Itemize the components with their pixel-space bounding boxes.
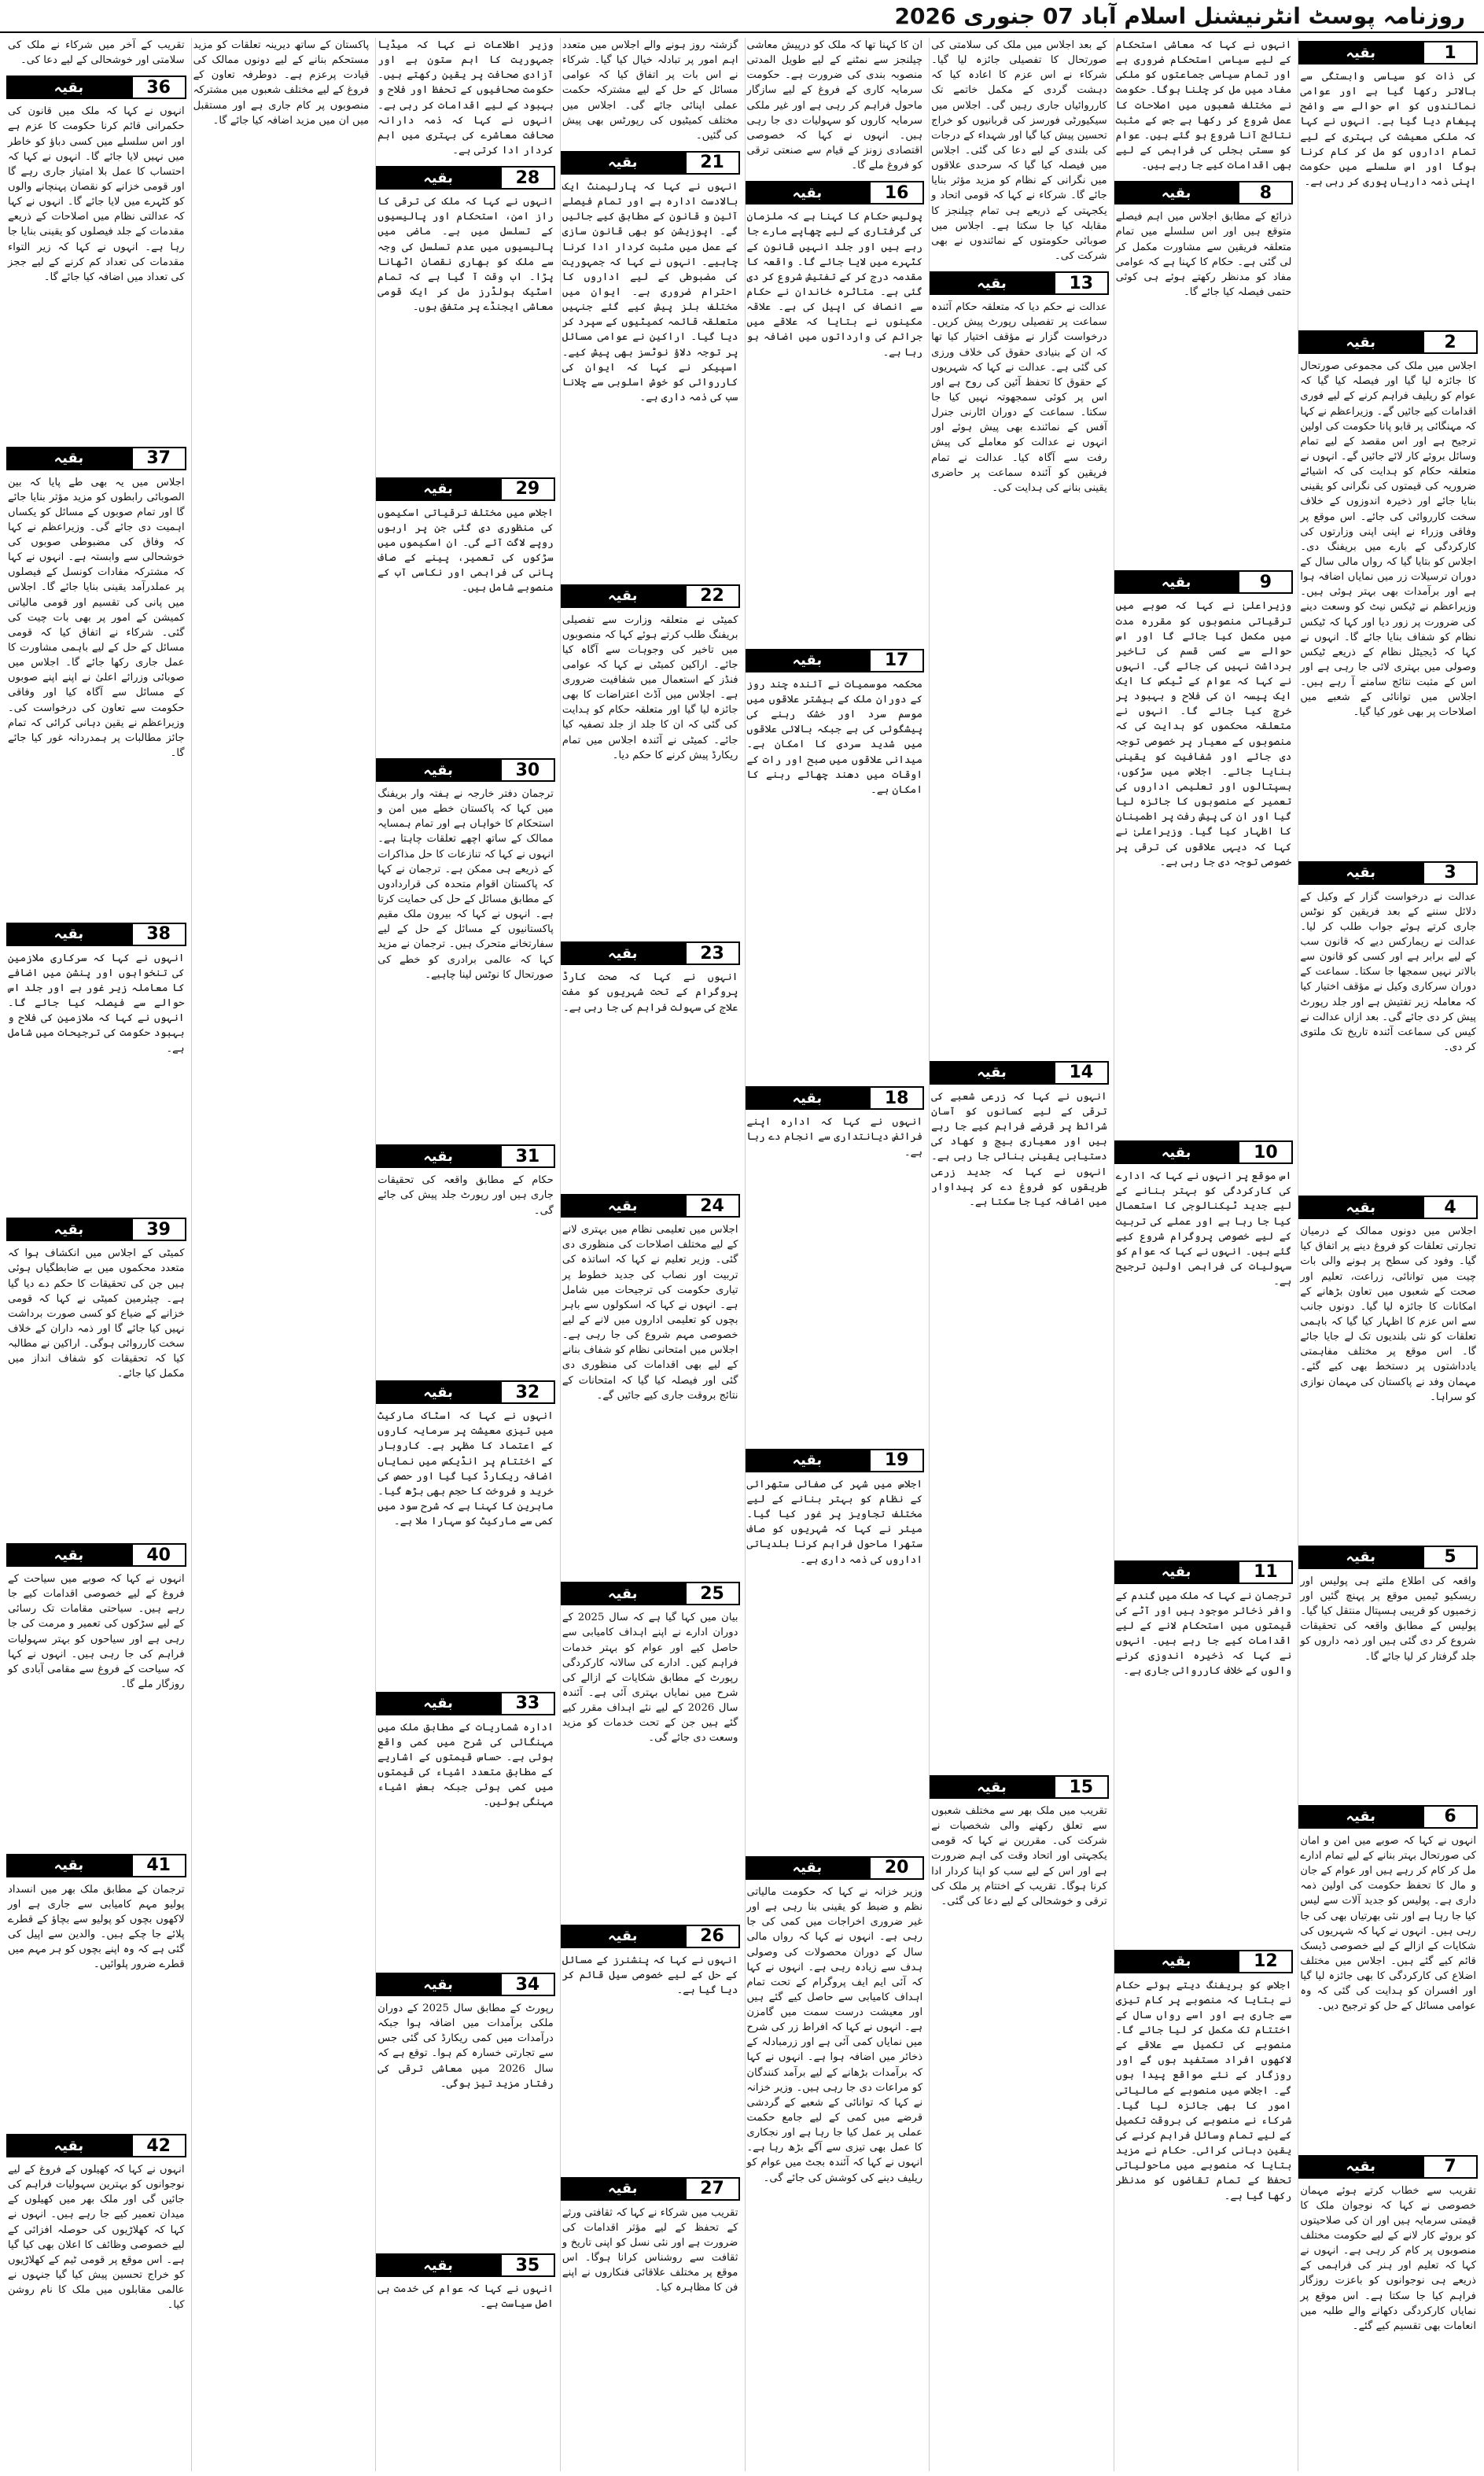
section-header xyxy=(1114,1560,1294,1584)
section-label: بقیہ xyxy=(561,1194,685,1218)
masthead xyxy=(0,0,1484,33)
section-header xyxy=(746,649,925,672)
section-body xyxy=(1298,1574,1478,1802)
article-text: بیان میں کہا گیا ہے کہ سال 2025 کے دوران ادارے نے اپنے اہداف کامیابی سے حاصل کیے اور عوام کو بہتر خدمات فراہم کیں۔ ادارے کی سالانہ کارکردگی رپورٹ کے مطابق شکایات کے ازالے کی شرح میں نمایاں بہتری آئی ہے۔ آئندہ سال 2026 کے لیے نئے اہداف مقرر کیے گئے ہیں جن کے تحت خدمات کو مزید وسعت دی جائے گی۔ xyxy=(562,1612,738,1745)
news-column xyxy=(6,38,186,2471)
section-label: بقیہ xyxy=(1298,1805,1423,1829)
article-text: کمیٹی کے اجلاس میں انکشاف ہوا کہ متعدد محکموں میں بے ضابطگیاں ہوئی ہیں جن کی تحقیقات کا حکم دے دیا گیا ہے۔ چیئرمین کمیٹی نے کہا کہ قومی خزانے کے ضیاع کو کسی صورت برداشت نہیں کیا جائے گا اور ذمہ داران کے خلاف سخت کارروائی ہوگی۔ اراکین نے مطالبہ کیا کہ تحقیقات کو شفاف انداز میں مکمل کیا جائے۔ xyxy=(8,1247,185,1380)
section-body xyxy=(376,1720,555,1969)
section-header xyxy=(561,151,740,175)
news-column xyxy=(1298,38,1478,2471)
section-label: بقیہ xyxy=(6,923,131,946)
article-text: ان کا کہنا تھا کہ ملک کو درپیش معاشی چیلنجز سے نمٹنے کے لیے طویل المدتی منصوبہ بندی کی ضرورت ہے۔ حکومت سرمایہ کاری کے فروغ کے لیے سازگار ماحول فراہم کر رہی ہے اور غیر ملکی سرمایہ کاروں کو سہولیات دی جا رہی ہیں۔ انہوں نے کہا کہ خصوصی اقتصادی زونز کے قیام سے صنعتی ترقی کو فروغ ملے گا۔ xyxy=(746,39,923,172)
section-header xyxy=(930,1775,1109,1799)
section-number: 20 xyxy=(869,1856,924,1880)
section-number: 26 xyxy=(685,1925,740,1948)
continuation-section xyxy=(746,1446,925,1853)
article-text: ذرائع کے مطابق اجلاس میں اہم فیصلے متوقع ہیں اور اس سلسلے میں تمام متعلقہ فریقین سے مشاورت مکمل کر لی گئی ہے۔ حکام کا کہنا ہے کہ عوامی مفاد کو مدنظر رکھتے ہوئے ہی کوئی حتمی فیصلہ کیا جائے گا۔ xyxy=(1115,211,1292,298)
section-label: بقیہ xyxy=(746,181,870,204)
continuation-section xyxy=(6,72,186,443)
section-number: 3 xyxy=(1423,861,1478,885)
section-body xyxy=(1114,209,1294,567)
section-label: بقیہ xyxy=(376,1380,500,1404)
section-header xyxy=(376,166,555,190)
continuation-section xyxy=(1298,1192,1478,1542)
section-header xyxy=(1298,1805,1478,1829)
continuation-section xyxy=(561,1579,740,1921)
section-body xyxy=(746,677,925,1083)
section-body xyxy=(6,104,186,443)
section-number: 11 xyxy=(1238,1560,1293,1584)
article-text: کے بعد اجلاس میں ملک کی سلامتی کی صورتحال کا تفصیلی جائزہ لیا گیا۔ شرکاء نے اس عزم کا اعادہ کیا کہ دہشت گردی کے مکمل خاتمے تک کارروائیاں جاری رہیں گی۔ اجلاس میں سیکیورٹی فورسز کی قربانیوں کو خراج تحسین پیش کیا گیا اور شہداء کے درجات کی بلندی کے لیے دعا کی گئی۔ اجلاس میں فیصلہ کیا گیا کہ سرحدی علاقوں میں نگرانی کے نظام کو مزید مؤثر بنایا جائے گا۔ شرکاء نے کہا کہ قومی اتحاد و یکجہتی کے ذریعے ہی تمام چیلنجز کا مقابلہ کیا جا سکتا ہے۔ اجلاس میں صوبائی حکومتوں کے نمائندوں نے بھی شرکت کی۔ xyxy=(931,39,1107,262)
section-label: بقیہ xyxy=(1298,2155,1423,2179)
continuation-section xyxy=(376,2250,555,2471)
section-number: 40 xyxy=(131,1543,186,1567)
section-body xyxy=(1114,1978,1294,2471)
section-header xyxy=(376,1144,555,1168)
section-body xyxy=(1114,1589,1294,1947)
article-text: کی ذات کو سیاسی وابستگی سے بالاتر رکھا گیا ہے اور عوامی نمائندوں کو اس حوالے سے واضح پیغام دیا گیا ہے۔ انہوں نے کہا کہ ملکی معیشت کی بہتری کے لیے تمام اداروں کو مل کر کام کرنا ہوگا اور اس سلسلے میں حکومت اپنی ذمہ داریاں پوری کر رہی ہے۔ xyxy=(1300,71,1476,188)
section-header xyxy=(1298,2155,1478,2179)
article-text: ترجمان نے کہا کہ ملک میں گندم کے وافر ذخائر موجود ہیں اور آٹے کی قیمتوں میں استحکام لانے کے لیے اقدامات کیے جا رہے ہیں۔ انہوں نے کہا کہ ذخیرہ اندوزی کرنے والوں کے خلاف کارروائی جاری ہے۔ xyxy=(1115,1590,1292,1678)
continuation-section xyxy=(561,1921,740,2174)
section-label: بقیہ xyxy=(376,477,500,501)
continuation-section xyxy=(561,1191,740,1579)
section-number: 30 xyxy=(500,758,555,782)
continuation-section xyxy=(1298,1802,1478,2152)
section-body xyxy=(930,300,1109,1058)
section-number: 32 xyxy=(500,1380,555,1404)
section-number: 4 xyxy=(1423,1196,1478,1219)
section-label: بقیہ xyxy=(6,447,131,470)
section-number: 39 xyxy=(131,1218,186,1241)
news-column xyxy=(929,38,1109,2471)
section-header xyxy=(1298,41,1478,64)
section-label: بقیہ xyxy=(1298,41,1423,64)
continuation-section xyxy=(1298,2152,1478,2471)
section-header xyxy=(1114,570,1294,594)
continuation-section xyxy=(1298,38,1478,327)
section-number: 35 xyxy=(500,2253,555,2277)
continuation-section xyxy=(1298,327,1478,857)
section-number: 1 xyxy=(1423,41,1478,64)
section-number: 16 xyxy=(869,181,924,204)
section-header xyxy=(561,2177,740,2201)
continuation-section xyxy=(930,268,1109,1058)
article-text: اجلاس میں شہر کی صفائی ستھرائی کے نظام کو بہتر بنانے کے لیے مختلف تجاویز پر غور کیا گیا۔ میئر نے کہا کہ شہریوں کو صاف ستھرا ماحول فراہم کرنا بلدیاتی اداروں کی ذمہ داری ہے۔ xyxy=(746,1478,923,1566)
section-header xyxy=(746,181,925,204)
article-text: انہوں نے کہا کہ ملک کی ترقی کا راز امن، استحکام اور پالیسیوں کے تسلسل میں ہے۔ ماضی میں پالیسیوں میں عدم تسلسل کی وجہ سے ملک کو بھاری نقصان اٹھانا پڑا۔ اب وقت آ گیا ہے کہ تمام اسٹیک ہولڈرز مل کر ایک قومی معاشی ایجنڈے پر متفق ہوں۔ xyxy=(377,196,554,314)
section-body xyxy=(746,1885,925,2471)
section-label: بقیہ xyxy=(746,1856,870,1880)
article-text: عدالت نے حکم دیا کہ متعلقہ حکام آئندہ سماعت پر تفصیلی رپورٹ پیش کریں۔ درخواست گزار نے مؤقف اختیار کیا تھا کہ ان کے بنیادی حقوق کی خلاف ورزی کی گئی ہے۔ عدالت نے کہا کہ شہریوں کے حقوق کا تحفظ آئین کی روح ہے اور اس پر کوئی سمجھوتہ نہیں کیا جا سکتا۔ سماعت کے دوران اٹارنی جنرل آفس کے نمائندے بھی پیش ہوئے اور انہوں نے عدالت کو معاملے کی پیش رفت سے آگاہ کیا۔ عدالت نے تمام فریقین کو آئندہ سماعت پر حاضری یقینی بنانے کی ہدایت کی۔ xyxy=(931,301,1107,494)
section-label: بقیہ xyxy=(376,1692,500,1715)
section-number: 12 xyxy=(1238,1950,1293,1973)
section-number: 33 xyxy=(500,1692,555,1715)
section-body xyxy=(1114,1169,1294,1557)
article-text: انہوں نے کہا کہ زرعی شعبے کی ترقی کے لیے کسانوں کو آسان شرائط پر قرضے فراہم کیے جا رہے ہیں اور معیاری بیج و کھاد کی دستیابی یقینی بنائی جا رہی ہے۔ انہوں نے کہا کہ جدید زرعی طریقوں کو فروغ دے کر پیداوار میں اضافہ کیا جا سکتا ہے۔ xyxy=(931,1090,1107,1208)
section-label: بقیہ xyxy=(1298,1546,1423,1569)
section-body xyxy=(561,1953,740,2174)
section-number: 41 xyxy=(131,1854,186,1877)
section-number: 10 xyxy=(1238,1140,1293,1164)
continuation-section xyxy=(6,1214,186,1540)
section-label: بقیہ xyxy=(6,2134,131,2157)
section-header xyxy=(376,1380,555,1404)
section-number: 8 xyxy=(1238,181,1293,204)
section-body xyxy=(746,209,925,646)
section-number: 24 xyxy=(685,1194,740,1218)
section-number: 21 xyxy=(685,151,740,175)
section-body xyxy=(6,951,186,1215)
continuation-section xyxy=(376,163,555,474)
continuation-section xyxy=(6,2131,186,2471)
section-header xyxy=(1114,1950,1294,1973)
section-number: 19 xyxy=(869,1449,924,1472)
column-continued-text xyxy=(561,38,740,148)
section-header xyxy=(376,758,555,782)
section-body xyxy=(930,1089,1109,1772)
section-number: 14 xyxy=(1054,1061,1109,1085)
continuation-section xyxy=(561,938,740,1191)
section-body xyxy=(1114,599,1294,1137)
section-number: 28 xyxy=(500,166,555,190)
article-text: تقریب سے خطاب کرتے ہوئے مہمان خصوصی نے کہا کہ نوجوان ملک کا قیمتی سرمایہ ہیں اور ان کی صلاحیتوں کو بروئے کار لانے کے لیے حکومت مختلف منصوبوں پر کام کر رہی ہے۔ انہوں نے کہا کہ تعلیم اور ہنر کی فراہمی کے ذریعے ہی نوجوانوں کو باعزت روزگار فراہم کیا جا سکتا ہے۔ اس موقع پر نمایاں کارکردگی دکھانے والے طلبہ میں انعامات بھی تقسیم کیے گئے۔ xyxy=(1300,2184,1476,2332)
section-body xyxy=(376,2282,555,2471)
article-text: اجلاس میں ملک کی مجموعی صورتحال کا جائزہ لیا گیا اور فیصلہ کیا گیا کہ عوام کو ریلیف فراہم کرنے کے لیے فوری اقدامات کیے جائیں گے۔ وزیراعظم نے کہا کہ مہنگائی پر قابو پانا حکومت کی اولین ترجیح ہے اور اس مقصد کے لیے تمام وسائل بروئے کار لائے جائیں گے۔ انہوں نے متعلقہ حکام کو ہدایت کی کہ اشیائے ضروریہ کی قیمتوں کی نگرانی کو یقینی بنایا جائے اور ذخیرہ اندوزوں کے خلاف سخت کارروائی کی جائے۔ اس موقع پر وفاقی وزراء نے اپنی اپنی وزارتوں کی کارکردگی کے بارے میں بریفنگ دی۔ اجلاس کو بتایا گیا کہ رواں مالی سال کے دوران ترسیلات زر میں نمایاں اضافہ ہوا ہے اور برآمدات بھی بہتر ہوئی ہیں۔ وزیراعظم نے ٹیکس نیٹ کو وسعت دینے کی ضرورت پر زور دیا اور کہا کہ ٹیکس نظام کو شفاف بنایا جائے گا۔ انہوں نے کہا کہ ڈیجیٹل نظام کے ذریعے ٹیکس وصولی میں بہتری لائی جا رہی ہے اور اس کے مثبت نتائج سامنے آ رہے ہیں۔ اجلاس میں توانائی کے شعبے میں اصلاحات پر بھی غور کیا گیا۔ xyxy=(1300,360,1476,719)
section-header xyxy=(1114,1140,1294,1164)
section-number: 17 xyxy=(869,649,924,672)
section-label: بقیہ xyxy=(561,1925,685,1948)
article-text: اجلاس میں مختلف ترقیاتی اسکیموں کی منظوری دی گئی جن پر اربوں روپے لاگت آئے گی۔ ان اسکیموں میں سڑکوں کی تعمیر، پینے کے صاف پانی کی فراہمی اور نکاسی آب کے منصوبے شامل ہیں۔ xyxy=(377,507,554,595)
article-text: ادارہ شماریات کے مطابق ملک میں مہنگائی کی شرح میں کمی واقع ہوئی ہے۔ حساس قیمتوں کے اشاریے کے مطابق متعدد اشیاء کی قیمتوں میں کمی ہوئی جبکہ بعض اشیاء مہنگی ہوئیں۔ xyxy=(377,1721,554,1809)
article-text: انہوں نے کہا کہ کھیلوں کے فروغ کے لیے نوجوانوں کو بہترین سہولیات فراہم کی جائیں گی اور ملک بھر میں کھیلوں کے میدان تعمیر کیے جا رہے ہیں۔ انہوں نے کہا کہ کھلاڑیوں کی حوصلہ افزائی کے لیے خصوصی وظائف کا اعلان بھی کیا گیا ہے۔ اس موقع پر قومی ٹیم کے کھلاڑیوں کو خراج تحسین پیش کیا گیا جنہوں نے عالمی مقابلوں میں ملک کا نام روشن کیا۔ xyxy=(8,2164,185,2312)
section-header xyxy=(746,1856,925,1880)
section-number: 5 xyxy=(1423,1546,1478,1569)
continuation-section xyxy=(376,1141,555,1377)
section-label: بقیہ xyxy=(1298,1196,1423,1219)
article-text: گزشتہ روز ہونے والے اجلاس میں متعدد اہم امور پر تبادلہ خیال کیا گیا۔ شرکاء نے اس بات پر اتفاق کیا کہ عوامی مسائل کے حل کے لیے مشترکہ حکمت عملی اپنائی جائے گی۔ اجلاس میں مختلف کمیٹیوں کی رپورٹس بھی پیش کی گئیں۔ xyxy=(562,39,738,142)
news-column xyxy=(745,38,925,2471)
section-header xyxy=(561,1925,740,1948)
section-body xyxy=(1298,890,1478,1193)
section-number: 2 xyxy=(1423,330,1478,354)
section-number: 31 xyxy=(500,1144,555,1168)
section-label: بقیہ xyxy=(746,1449,870,1472)
section-label: بقیہ xyxy=(561,1582,685,1605)
news-column xyxy=(191,38,371,2471)
continuation-section xyxy=(1298,858,1478,1193)
article-text: انہوں نے کہا کہ ملک میں قانون کی حکمرانی قائم کرنا حکومت کا عزم ہے اور اس سلسلے میں کسی دباؤ کو خاطر میں نہیں لایا جائے گا۔ انہوں نے کہا کہ احتساب کا عمل بلا امتیاز جاری رہے گا اور قومی خزانے کو نقصان پہنچانے والوں کو کٹہرے میں لایا جائے گا۔ انہوں نے کہا کہ عدالتی نظام میں اصلاحات کے ذریعے مقدمات کے جلد فیصلوں کو یقینی بنایا جا رہا ہے۔ انہوں نے کہا کہ زیر التواء مقدمات کی تعداد کم کرنے کے لیے ججز کی تعداد میں اضافہ کیا جائے گا۔ xyxy=(8,105,185,283)
section-body xyxy=(6,1246,186,1540)
column-continued-text xyxy=(6,38,186,72)
section-label: بقیہ xyxy=(930,1775,1054,1799)
continuation-section xyxy=(376,755,555,1141)
continuation-section xyxy=(1114,178,1294,567)
continuation-section xyxy=(561,148,740,581)
continuation-section xyxy=(930,1058,1109,1772)
section-number: 37 xyxy=(131,447,186,470)
section-header xyxy=(561,1194,740,1218)
section-header xyxy=(6,447,186,470)
column-continued-text xyxy=(192,38,371,133)
section-header xyxy=(6,1543,186,1567)
section-label: بقیہ xyxy=(1114,1950,1239,1973)
section-header xyxy=(1298,861,1478,885)
section-body xyxy=(6,475,186,919)
section-header xyxy=(376,477,555,501)
section-body xyxy=(376,1409,555,1689)
news-column xyxy=(1114,38,1294,2471)
section-header xyxy=(6,2134,186,2157)
continuation-section xyxy=(6,444,186,919)
continuation-section xyxy=(561,581,740,939)
section-label: بقیہ xyxy=(561,2177,685,2201)
article-text: محکمہ موسمیات نے آئندہ چند روز کے دوران ملک کے بیشتر علاقوں میں موسم سرد اور خشک رہنے کی پیشگوئی کی ہے جبکہ بالائی علاقوں میں شدید سردی کا امکان ہے۔ میدانی علاقوں میں صبح اور رات کے اوقات میں دھند چھائے رہنے کا امکان ہے۔ xyxy=(746,678,923,796)
section-number: 42 xyxy=(131,2134,186,2157)
article-text: رپورٹ کے مطابق سال 2025 کے دوران ملکی برآمدات میں اضافہ ہوا جبکہ درآمدات میں کمی ریکارڈ کی گئی جس سے تجارتی خسارہ کم ہوا۔ توقع ہے کہ سال 2026 میں معاشی ترقی کی رفتار مزید تیز ہوگی۔ xyxy=(377,2003,554,2090)
section-body xyxy=(376,787,555,1141)
continuation-section xyxy=(746,178,925,646)
article-text: انہوں نے کہا کہ معاشی استحکام کے لیے سیاسی استحکام ضروری ہے اور تمام سیاسی جماعتوں کو ملکی مفاد میں مل کر چلنا ہوگا۔ حکومت نے مختلف شعبوں میں اصلاحات کا عمل شروع کر رکھا ہے جس کے مثبت نتائج آنا شروع ہو گئے ہیں۔ عوام کو سستی بجلی کی فراہمی کے لیے بھی اقدامات کیے جا رہے ہیں۔ xyxy=(1115,39,1292,172)
section-label: بقیہ xyxy=(1298,330,1423,354)
section-number: 25 xyxy=(685,1582,740,1605)
section-body xyxy=(746,1115,925,1446)
article-text: اس موقع پر انہوں نے کہا کہ ادارے کی کارکردگی کو بہتر بنانے کے لیے جدید ٹیکنالوجی کا استعمال کیا جا رہا ہے اور عملے کی تربیت کے لیے خصوصی پروگرام شروع کیے گئے ہیں۔ انہوں نے کہا کہ عوام کو سہولیات کی فراہمی اولین ترجیح ہے۔ xyxy=(1115,1170,1292,1288)
newspaper-page xyxy=(6,38,1478,2471)
column-continued-text xyxy=(1114,38,1294,178)
section-number: 22 xyxy=(685,584,740,608)
section-body xyxy=(6,1571,186,1851)
section-label: بقیہ xyxy=(1114,1140,1239,1164)
section-label: بقیہ xyxy=(1114,570,1239,594)
section-body xyxy=(376,1173,555,1377)
section-number: 23 xyxy=(685,941,740,965)
continuation-section xyxy=(746,1853,925,2471)
section-number: 15 xyxy=(1054,1775,1109,1799)
article-text: انہوں نے کہا کہ سرکاری ملازمین کی تنخواہوں اور پنشن میں اضافے کا معاملہ زیر غور ہے اور جلد اس حوالے سے فیصلہ کیا جائے گا۔ انہوں نے کہا کہ ملازمین کی فلاح و بہبود حکومت کی ترجیحات میں شامل ہے۔ xyxy=(8,952,185,1055)
section-number: 7 xyxy=(1423,2155,1478,2179)
section-label: بقیہ xyxy=(376,1973,500,1996)
continuation-section xyxy=(376,474,555,755)
continuation-section xyxy=(1298,1542,1478,1802)
section-number: 34 xyxy=(500,1973,555,1996)
article-text: انہوں نے کہا کہ ادارہ اپنے فرائض دیانتداری سے انجام دے رہا ہے۔ xyxy=(746,1116,923,1159)
article-text: انہوں نے کہا کہ صوبے میں سیاحت کے فروغ کے لیے خصوصی اقدامات کیے جا رہے ہیں۔ سیاحتی مقامات تک رسائی کے لیے سڑکوں کی تعمیر و مرمت کی جا رہی ہے اور سیاحوں کو بہتر سہولیات فراہم کی جا رہی ہیں۔ انہوں نے کہا کہ سیاحت کے فروغ سے مقامی آبادی کو روزگار ملے گا۔ xyxy=(8,1573,185,1690)
section-header xyxy=(6,76,186,99)
article-text: اجلاس میں تعلیمی نظام میں بہتری لانے کے لیے مختلف اصلاحات کی منظوری دی گئی۔ وزیر تعلیم نے کہا کہ اساتذہ کی تربیت اور نصاب کی جدید خطوط پر تیاری حکومت کی ترجیحات میں شامل ہے۔ انہوں نے کہا کہ اسکولوں سے باہر بچوں کو تعلیمی اداروں میں لانے کے لیے خصوصی مہم شروع کی جا رہی ہے۔ اجلاس میں امتحانی نظام کو شفاف بنانے کے لیے بھی اقدامات کی منظوری دی گئی اور فیصلہ کیا گیا کہ امتحانات کے نتائج بروقت جاری کیے جائیں گے۔ xyxy=(562,1224,738,1402)
column-continued-text xyxy=(746,38,925,178)
section-header xyxy=(6,1854,186,1877)
section-body xyxy=(6,1882,186,2131)
continuation-section xyxy=(1114,1137,1294,1557)
section-label: بقیہ xyxy=(6,1854,131,1877)
column-continued-text xyxy=(930,38,1109,268)
article-text: انہوں نے کہا کہ پنشنرز کے مسائل کے حل کے لیے خصوصی سیل قائم کر دیا گیا ہے۔ xyxy=(562,1954,738,1997)
section-header xyxy=(930,1061,1109,1085)
article-text: انہوں نے کہا کہ صوبے میں امن و امان کی صورتحال بہتر بنانے کے لیے تمام ادارے مل کر کام کر رہے ہیں اور عوام کے جان و مال کا تحفظ حکومت کی اولین ذمہ داری ہے۔ پولیس کو جدید آلات سے لیس کیا جا رہا ہے اور نئی بھرتیاں بھی کی جا رہی ہیں۔ انہوں نے کہا کہ شہریوں کی شکایات کے ازالے کے لیے خصوصی ڈیسک قائم کیے گئے ہیں۔ اجلاس میں مختلف اضلاع کی کارکردگی کا بھی جائزہ لیا گیا اور افسران کو ہدایت کی گئی کہ وہ عوامی مسائل کے حل کو ترجیح دیں۔ xyxy=(1300,1834,1476,2013)
continuation-section xyxy=(1114,567,1294,1137)
section-label: بقیہ xyxy=(1114,181,1239,204)
continuation-section xyxy=(561,2174,740,2471)
news-column xyxy=(560,38,740,2471)
article-text: اجلاس کو بریفنگ دیتے ہوئے حکام نے بتایا کہ منصوبے پر کام تیزی سے جاری ہے اور اسے رواں سال کے اختتام تک مکمل کر لیا جائے گا۔ منصوبے کی تکمیل سے علاقے کے لاکھوں افراد مستفید ہوں گے اور روزگار کے نئے مواقع پیدا ہوں گے۔ اجلاس میں منصوبے کے مالیاتی امور کا بھی جائزہ لیا گیا۔ شرکاء نے منصوبے کی بروقت تکمیل کے لیے تمام وسائل فراہم کرنے کی یقین دہانی کرائی۔ حکام نے مزید بتایا کہ منصوبے میں ماحولیاتی تحفظ کے تمام تقاضوں کو مدنظر رکھا گیا ہے۔ xyxy=(1115,1979,1292,2202)
section-label: بقیہ xyxy=(746,649,870,672)
section-header xyxy=(930,271,1109,295)
section-header xyxy=(561,1582,740,1605)
column-continued-text xyxy=(376,38,555,163)
article-text: وزیر خزانہ نے کہا کہ حکومت مالیاتی نظم و ضبط کو یقینی بنا رہی ہے اور غیر ضروری اخراجات میں کمی کی جا رہی ہے۔ انہوں نے کہا کہ رواں مالی سال کے دوران محصولات کی وصولی ہدف سے زیادہ رہی ہے۔ انہوں نے کہا کہ آئی ایم ایف پروگرام کے تحت تمام اہداف کامیابی سے حاصل کیے گئے ہیں اور معیشت درست سمت میں گامزن ہے۔ انہوں نے کہا کہ افراط زر کی شرح میں نمایاں کمی آئی ہے اور زرمبادلہ کے ذخائر میں اضافہ ہوا ہے۔ انہوں نے کہا کہ برآمدات بڑھانے کے لیے برآمد کنندگان کو مراعات دی جا رہی ہیں۔ وزیر خزانہ نے کہا کہ توانائی کے شعبے کے گردشی قرضے میں کمی کے لیے جامع حکمت عملی پر عمل کیا جا رہا ہے اور نجکاری کا عمل بھی تیزی سے آگے بڑھ رہا ہے۔ انہوں نے کہا کہ آئندہ بجٹ میں عوام کو ریلیف دینے کی کوشش کی جائے گی۔ xyxy=(746,1885,923,2184)
continuation-section xyxy=(376,1969,555,2250)
section-body xyxy=(561,2205,740,2471)
article-text: وزیر اطلاعات نے کہا کہ میڈیا جمہوریت کا اہم ستون ہے اور آزادی صحافت پر یقین رکھتے ہیں۔ حکومت صحافیوں کے تحفظ اور فلاح و بہبود کے لیے اقدامات کر رہی ہے۔ انہوں نے کہا کہ ذمہ دارانہ صحافت معاشرے کی بہتری میں اہم کردار ادا کرتی ہے۔ xyxy=(377,39,554,157)
section-header xyxy=(1298,330,1478,354)
section-label: بقیہ xyxy=(6,1218,131,1241)
article-text: کمیٹی نے متعلقہ وزارت سے تفصیلی بریفنگ طلب کرتے ہوئے کہا کہ منصوبوں میں تاخیر کی وجوہات سے آگاہ کیا جائے۔ اراکین کمیٹی نے کہا کہ عوامی فنڈز کے استعمال میں شفافیت ضروری ہے۔ اجلاس میں آڈٹ اعتراضات کا بھی جائزہ لیا گیا اور متعلقہ حکام کو ہدایت کی گئی کہ ان کا جلد از جلد تصفیہ کیا جائے۔ کمیٹی نے آئندہ اجلاس میں تمام ریکارڈ پیش کرنے کا حکم دیا۔ xyxy=(562,613,738,761)
section-header xyxy=(376,1692,555,1715)
continuation-section xyxy=(1114,1557,1294,1947)
news-column xyxy=(375,38,555,2471)
section-label: بقیہ xyxy=(6,1543,131,1567)
article-text: واقعہ کی اطلاع ملتے ہی پولیس اور ریسکیو ٹیمیں موقع پر پہنچ گئیں اور زخمیوں کو قریبی ہسپتال منتقل کیا گیا۔ پولیس کے مطابق واقعہ کی تحقیقات شروع کر دی گئی ہیں اور ذمہ داروں کو جلد گرفتار کر لیا جائے گا۔ xyxy=(1300,1575,1476,1663)
section-label: بقیہ xyxy=(930,1061,1054,1085)
section-header xyxy=(561,584,740,608)
continuation-section xyxy=(6,1540,186,1851)
article-text: ترجمان کے مطابق ملک بھر میں انسداد پولیو مہم کامیابی سے جاری ہے اور لاکھوں بچوں کو پولیو سے بچاؤ کے قطرے پلائے جا چکے ہیں۔ والدین سے اپیل کی گئی ہے کہ وہ اپنے بچوں کو ہر مہم میں قطرے ضرور پلوائیں۔ xyxy=(8,1883,185,1971)
section-body xyxy=(1298,69,1478,327)
section-header xyxy=(6,1218,186,1241)
section-number: 29 xyxy=(500,477,555,501)
section-number: 6 xyxy=(1423,1805,1478,1829)
section-header xyxy=(376,1973,555,1996)
section-label: بقیہ xyxy=(561,151,685,175)
article-text: تقریب میں ملک بھر سے مختلف شعبوں سے تعلق رکھنے والی شخصیات نے شرکت کی۔ مقررین نے کہا کہ قومی یکجہتی اور اتحاد وقت کی اہم ضرورت ہے اور اس کے لیے سب کو اپنا کردار ادا کرنا ہوگا۔ تقریب کے اختتام پر ملک کی ترقی و خوشحالی کے لیے دعا کی گئی۔ xyxy=(931,1805,1107,1907)
article-text: ترجمان دفتر خارجہ نے ہفتہ وار بریفنگ میں کہا کہ پاکستان خطے میں امن و استحکام کا خواہاں ہے اور تمام ہمسایہ ممالک کے ساتھ اچھے تعلقات چاہتا ہے۔ انہوں نے کہا کہ تنازعات کا حل مذاکرات کے ذریعے ہی ممکن ہے۔ ترجمان نے کہا کہ پاکستان اقوام متحدہ کی قراردادوں کے مطابق مسائل کے حل کی حمایت کرتا ہے۔ انہوں نے کہا کہ بیرون ملک مقیم پاکستانیوں کے مسائل کے حل کے لیے سفارتخانے متحرک ہیں۔ ترجمان نے مزید کہا کہ عالمی برادری کو خطے کی صورتحال کا نوٹس لینا چاہیے۔ xyxy=(377,788,554,981)
section-number: 18 xyxy=(869,1086,924,1110)
article-text: پولیس حکام کا کہنا ہے کہ ملزمان کی گرفتاری کے لیے چھاپے مارے جا رہے ہیں اور جلد انہیں قانون کے کٹہرے میں لایا جائے گا۔ واقعہ کا مقدمہ درج کر کے تفتیش شروع کر دی گئی ہے۔ متاثرہ خاندان نے حکام سے انصاف کی اپیل کی ہے۔ علاقہ مکینوں نے بتایا کہ علاقے میں جرائم کی وارداتوں میں اضافہ ہو رہا ہے۔ xyxy=(746,211,923,359)
section-label: بقیہ xyxy=(1298,861,1423,885)
section-body xyxy=(561,613,740,939)
continuation-section xyxy=(746,646,925,1083)
article-text: پاکستان کے ساتھ دیرینہ تعلقات کو مزید مستحکم بنانے کے لیے دونوں ممالک کی قیادت پرعزم ہے۔ دوطرفہ تعاون کے فروغ کے لیے مختلف شعبوں میں مشترکہ منصوبوں پر کام جاری ہے اور مستقبل میں ان میں مزید اضافہ کیا جائے گا۔ xyxy=(193,39,370,127)
continuation-section xyxy=(376,1377,555,1689)
section-body xyxy=(376,506,555,755)
section-header xyxy=(376,2253,555,2277)
section-body xyxy=(376,2001,555,2250)
section-number: 13 xyxy=(1054,271,1109,295)
continuation-section xyxy=(6,919,186,1215)
article-text: انہوں نے کہا کہ عوام کی خدمت ہی اصل سیاست ہے۔ xyxy=(377,2283,554,2311)
section-label: بقیہ xyxy=(1114,1560,1239,1584)
article-text: انہوں نے کہا کہ صحت کارڈ پروگرام کے تحت شہریوں کو مفت علاج کی سہولت فراہم کی جا رہی ہے۔ xyxy=(562,971,738,1014)
continuation-section xyxy=(1114,1947,1294,2471)
section-body xyxy=(561,970,740,1191)
section-label: بقیہ xyxy=(930,271,1054,295)
section-number: 9 xyxy=(1238,570,1293,594)
masthead-title: روزنامہ پوسٹ انٹرنیشنل اسلام آباد 07 جنوری 2026 xyxy=(894,2,1465,29)
section-number: 27 xyxy=(685,2177,740,2201)
section-header xyxy=(561,941,740,965)
section-label: بقیہ xyxy=(376,166,500,190)
section-label: بقیہ xyxy=(746,1086,870,1110)
article-text: حکام کے مطابق واقعہ کی تحقیقات جاری ہیں اور رپورٹ جلد پیش کی جائے گی۔ xyxy=(377,1174,554,1217)
section-body xyxy=(746,1477,925,1853)
section-body xyxy=(930,1804,1109,2471)
article-text: وزیراعلیٰ نے کہا کہ صوبے میں ترقیاتی منصوبوں کو مقررہ مدت میں مکمل کیا جائے گا اور اس حوالے سے کسی قسم کی تاخیر برداشت نہیں کی جائے گی۔ انہوں نے کہا کہ عوام کے ٹیکس کا ایک ایک پیسہ ان کی فلاح و بہبود پر خرچ کیا جائے گا۔ انہوں نے متعلقہ محکموں کو ہدایت کی کہ منصوبوں کے معیار پر خصوصی توجہ دی جائے اور شفافیت کو یقینی بنایا جائے۔ اجلاس میں سڑکوں، ہسپتالوں اور تعلیمی اداروں کی تعمیر کے منصوبوں کا جائزہ لیا گیا اور ان کی پیش رفت پر اطمینان کا اظہار کیا گیا۔ وزیراعلیٰ نے کہا کہ دیہی علاقوں کی ترقی پر خصوصی توجہ دی جا رہی ہے۔ xyxy=(1115,600,1292,868)
section-number: 38 xyxy=(131,923,186,946)
article-text: انہوں نے کہا کہ پارلیمنٹ ایک بالادست ادارہ ہے اور تمام فیصلے آئین و قانون کے مطابق کیے جائیں گے۔ اپوزیشن کو بھی قانون سازی کے عمل میں مثبت کردار ادا کرنا چاہیے۔ انہوں نے کہا کہ جمہوریت کی مضبوطی کے لیے اداروں کا احترام ضروری ہے۔ ایوان میں مختلف بلز پیش کیے گئے جنہیں متعلقہ قائمہ کمیٹیوں کے سپرد کر دیا گیا۔ اراکین نے عوامی مسائل پر توجہ دلاؤ نوٹسز بھی پیش کیے۔ اسپیکر نے کہا کہ ایوان کی کارروائی کو خوش اسلوبی سے چلانا سب کی ذمہ داری ہے۔ xyxy=(562,180,738,403)
section-label: بقیہ xyxy=(561,941,685,965)
article-text: اجلاس میں دونوں ممالک کے درمیان تجارتی تعلقات کو فروغ دینے پر اتفاق کیا گیا۔ وفود کی سطح پر ہونے والی بات چیت میں توانائی، زراعت، تعلیم اور صحت کے شعبوں میں تعاون بڑھانے کے امکانات کا جائزہ لیا گیا۔ دونوں جانب سے اس عزم کا اظہار کیا گیا کہ باہمی تعلقات کو نئی بلندیوں تک لے جایا جائے گا۔ اس موقع پر مختلف مفاہمتی یادداشتوں پر دستخط بھی کیے گئے۔ مہمان وفد نے پاکستان کی مہمان نوازی کو سراہا۔ xyxy=(1300,1225,1476,1403)
section-label: بقیہ xyxy=(376,1144,500,1168)
continuation-section xyxy=(746,1083,925,1446)
section-body xyxy=(1298,1224,1478,1542)
section-number: 36 xyxy=(131,76,186,99)
section-body xyxy=(376,194,555,474)
section-label: بقیہ xyxy=(6,76,131,99)
section-body xyxy=(561,1610,740,1921)
section-header xyxy=(6,923,186,946)
section-body xyxy=(1298,2183,1478,2471)
continuation-section xyxy=(6,1851,186,2131)
section-body xyxy=(1298,1833,1478,2152)
article-text: تقریب کے آخر میں شرکاء نے ملک کی سلامتی اور خوشحالی کے لیے دعا کی۔ xyxy=(8,39,185,67)
article-text: اجلاس میں یہ بھی طے پایا کہ بین الصوبائی رابطوں کو مزید مؤثر بنایا جائے گا اور تمام صوبوں کے مسائل کو یکساں اہمیت دی جائے گی۔ وزیراعظم نے کہا کہ وفاق کی مضبوطی صوبوں کی خوشحالی سے وابستہ ہے۔ انہوں نے کہا کہ مشترکہ مفادات کونسل کے فیصلوں پر عملدرآمد یقینی بنایا جائے گا۔ اجلاس میں پانی کی تقسیم اور قومی مالیاتی کمیشن کے امور پر بھی بات چیت کی گئی۔ شرکاء نے اتفاق کیا کہ قومی مسائل کے حل کے لیے باہمی مشاورت کا عمل جاری رکھا جائے گا۔ اجلاس میں صوبائی وزرائے اعلیٰ نے اپنے اپنے صوبوں کے مسائل سے آگاہ کیا اور وفاقی حکومت سے تعاون کی درخواست کی۔ وزیراعظم نے یقین دہانی کرائی کہ تمام جائز مطالبات پر ہمدردانہ غور کیا جائے گا۔ xyxy=(8,476,185,760)
section-body xyxy=(561,179,740,581)
section-header xyxy=(1298,1196,1478,1219)
section-header xyxy=(746,1086,925,1110)
section-label: بقیہ xyxy=(561,584,685,608)
article-text: عدالت نے درخواست گزار کے وکیل کے دلائل سننے کے بعد فریقین کو نوٹس جاری کرتے ہوئے جواب طلب کر لیا۔ عدالت نے ریمارکس دیے کہ قانون سب کے لیے برابر ہے اور کسی کو قانون سے بالاتر نہیں سمجھا جا سکتا۔ سماعت کے دوران سرکاری وکیل نے مؤقف اختیار کیا کہ معاملہ زیر تفتیش ہے اور جلد رپورٹ پیش کر دی جائے گی۔ بعد ازاں عدالت نے کیس کی سماعت آئندہ تاریخ تک ملتوی کر دی۔ xyxy=(1300,890,1476,1053)
section-header xyxy=(746,1449,925,1472)
section-body xyxy=(6,2162,186,2471)
section-label: بقیہ xyxy=(376,2253,500,2277)
article-text: تقریب میں شرکاء نے کہا کہ ثقافتی ورثے کے تحفظ کے لیے مؤثر اقدامات کی ضرورت ہے اور نئی نسل کو اپنی تاریخ و ثقافت سے روشناس کرانا ہوگا۔ اس موقع پر مختلف علاقائی فنکاروں نے اپنے فن کا مظاہرہ کیا۔ xyxy=(562,2206,738,2294)
section-body xyxy=(561,1222,740,1579)
article-text: انہوں نے کہا کہ اسٹاک مارکیٹ میں تیزی معیشت پر سرمایہ کاروں کے اعتماد کا مظہر ہے۔ کاروبار کے اختتام پر انڈیکس میں نمایاں اضافہ ریکارڈ کیا گیا اور حصص کی خرید و فروخت کا حجم بھی بڑھ گیا۔ ماہرین کا کہنا ہے کہ شرح سود میں کمی سے مارکیٹ کو سہارا ملا ہے۔ xyxy=(377,1410,554,1528)
section-header xyxy=(1114,181,1294,204)
continuation-section xyxy=(376,1689,555,1969)
section-header xyxy=(1298,1546,1478,1569)
continuation-section xyxy=(930,1772,1109,2471)
section-body xyxy=(1298,359,1478,857)
section-label: بقیہ xyxy=(376,758,500,782)
